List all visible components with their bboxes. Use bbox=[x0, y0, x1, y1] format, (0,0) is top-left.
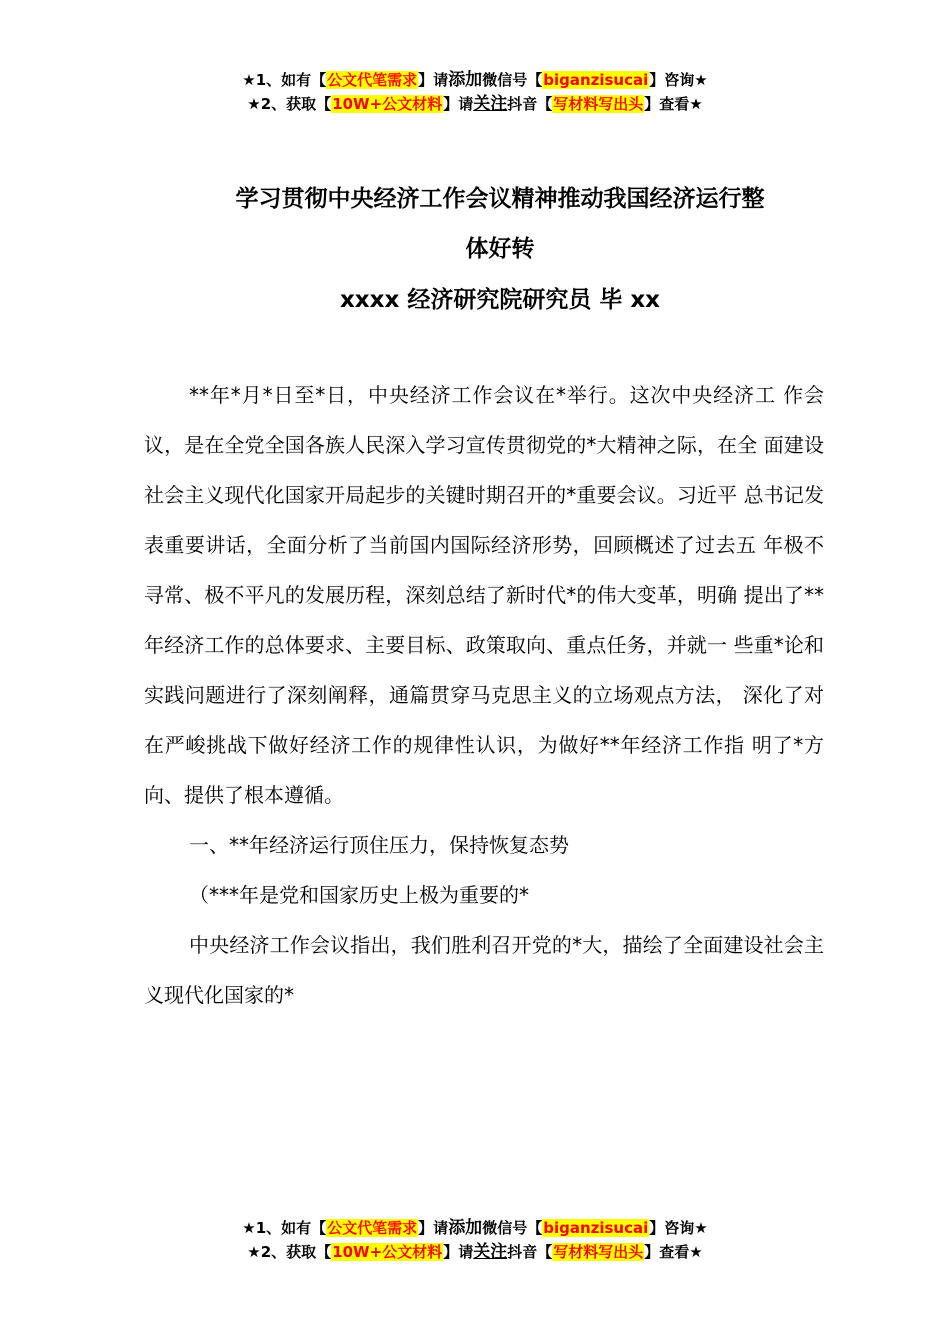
banner-line-2 bbox=[0, 92, 950, 116]
banner-text: 抖音【 bbox=[507, 1243, 553, 1261]
banner-highlight: 公文代笔需求 bbox=[327, 1219, 418, 1237]
banner-text: 】请 bbox=[418, 71, 449, 89]
banner-highlight: 10W+公文材料 bbox=[332, 95, 443, 113]
banner-text: 】咨询★ bbox=[649, 1219, 708, 1237]
banner-highlight: 公文代笔需求 bbox=[327, 71, 418, 89]
banner-emphasis: 添加 bbox=[448, 1218, 483, 1238]
paragraph: **年*月*日至*日，中央经济工作会议在*举行。这次中央经济工 作会议，是在全党全国各族人民深入学习宣传贯彻党的*大精神之际，在全 面建设社会主义现代化国家开局起步的关键时期召开的*重要会议。习近平 总书记发表重要讲话，全面分析了当前国内国际经济形势，回顾概述了过去五 年极不寻常、极不平凡的发展历程，深刻总结了新时代*的伟大变革，明确 提出了**年经济工作的总体要求、主要目标、政策取向、重点任务，并就一 些重*论和实践问题进行了深刻阐释，通篇贯穿马克思主义的立场观点方法， 深化了对在严峻挑战下做好经济工作的规律性认识，为做好**年经济工作指 明了*方向、提供了根本遵循。 bbox=[144, 383, 824, 807]
banner-text: 】请 bbox=[443, 95, 474, 113]
banner-line-1 bbox=[0, 68, 950, 92]
banner-emphasis: 关注 bbox=[473, 94, 508, 114]
banner-line-2 bbox=[0, 1240, 950, 1264]
banner-text: 微信号【 bbox=[482, 1219, 543, 1237]
banner-emphasis: 关注 bbox=[473, 1242, 508, 1262]
banner-highlight: 10W+公文材料 bbox=[332, 1243, 443, 1261]
banner-line-1 bbox=[0, 1216, 950, 1240]
banner-highlight: biganzisucai bbox=[543, 1219, 649, 1237]
document-title-line-1: 学习贯彻中央经济工作会议精神推动我国经济运行整 bbox=[235, 186, 765, 212]
banner-highlight: biganzisucai bbox=[543, 71, 649, 89]
banner-text: ★1、如有【 bbox=[242, 1219, 327, 1237]
document-author: xxxx 经济研究院研究员 毕 xx bbox=[339, 287, 661, 313]
banner-text: 】咨询★ bbox=[649, 71, 708, 89]
banner-highlight: 写材料写出头 bbox=[553, 95, 644, 113]
banner-text: 】查看★ bbox=[644, 1243, 703, 1261]
document-title-line-2: 体好转 bbox=[465, 236, 535, 262]
header-banner bbox=[0, 68, 950, 116]
banner-text: ★2、获取【 bbox=[247, 1243, 332, 1261]
banner-text: ★2、获取【 bbox=[247, 95, 332, 113]
banner-emphasis: 添加 bbox=[448, 70, 483, 90]
paragraph: 中央经济工作会议指出，我们胜利召开党的*大，描绘了全面建设社会主义现代化国家的* bbox=[144, 933, 824, 1007]
section-heading: 一、**年经济运行顶住压力，保持恢复态势 bbox=[189, 833, 569, 857]
banner-text: 】查看★ bbox=[644, 95, 703, 113]
banner-text: 抖音【 bbox=[507, 95, 553, 113]
article-body bbox=[144, 370, 824, 1020]
footer-banner bbox=[0, 1216, 950, 1264]
banner-text: 微信号【 bbox=[482, 71, 543, 89]
banner-text: ★1、如有【 bbox=[242, 71, 327, 89]
banner-text: 】请 bbox=[443, 1243, 474, 1261]
banner-text: 】请 bbox=[418, 1219, 449, 1237]
subsection-heading: （***年是党和国家历史上极为重要的* bbox=[189, 883, 529, 907]
banner-highlight: 写材料写出头 bbox=[553, 1243, 644, 1261]
